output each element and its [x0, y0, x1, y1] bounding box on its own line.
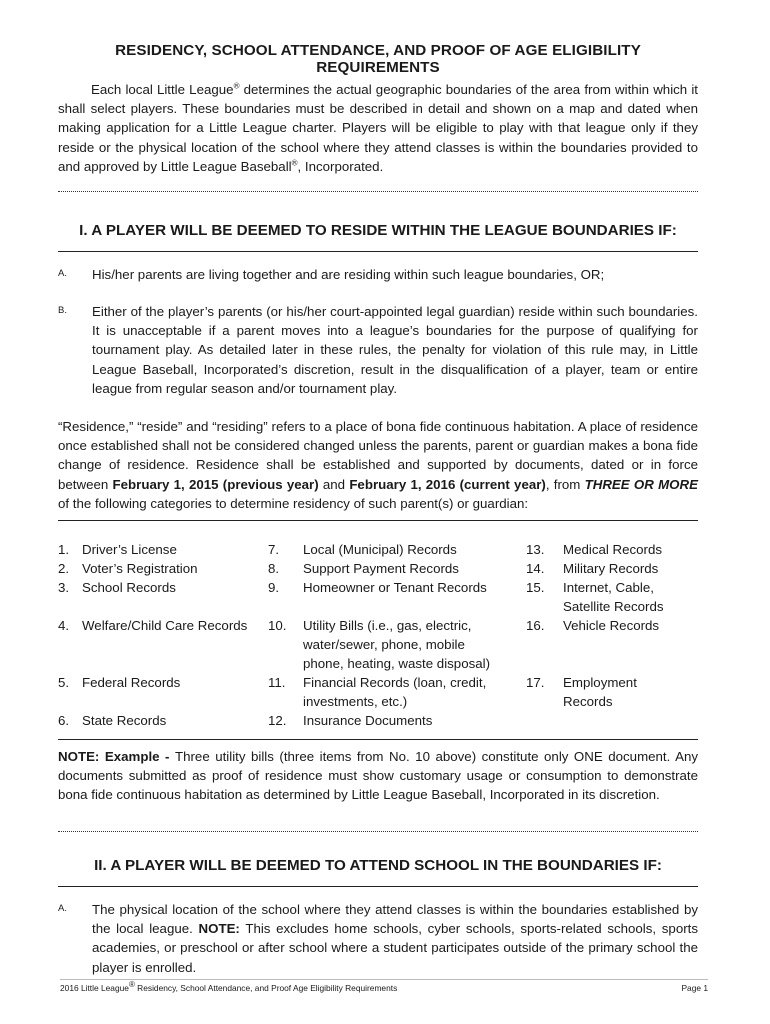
item-label: B.	[58, 305, 67, 316]
category-number: 13.	[526, 542, 545, 557]
category-number: 14.	[526, 561, 545, 576]
intro-paragraph	[58, 80, 698, 176]
category-number: 3.	[58, 580, 70, 595]
category-number: 6.	[58, 713, 70, 728]
category-label: Medical Records	[563, 542, 663, 557]
note-label: NOTE: Example -	[58, 749, 175, 764]
category-number: 5.	[58, 675, 70, 690]
category-number: 4.	[58, 618, 70, 633]
category-number: 16.	[526, 618, 545, 633]
category-label: Local (Municipal) Records	[303, 542, 457, 557]
item-text	[92, 900, 698, 977]
category-label: Federal Records	[82, 675, 181, 690]
item-text: His/her parents are living together and are residing within such league boundaries, OR;	[92, 267, 605, 282]
category-label: Utility Bills (i.e., gas, electric, water/sewer, phone, mobile phone, heating, waste disposal)	[303, 618, 491, 672]
footer-text	[60, 980, 398, 993]
residence-paragraph	[58, 417, 698, 513]
category-label: Driver’s License	[82, 542, 177, 557]
dotted-divider	[58, 829, 698, 832]
intro-text-3: , Incorporated.	[297, 158, 384, 174]
category-number: 12.	[268, 713, 287, 728]
category-number: 10.	[268, 618, 287, 633]
category-number: 11.	[268, 675, 286, 690]
category-number: 7.	[268, 542, 280, 557]
footer-text-1: 2016 Little League	[60, 983, 129, 993]
item-text-1: The physical location of the school where they attend classes is within the boundaries established by the local league.	[92, 902, 698, 937]
item-label: A.	[58, 903, 67, 914]
category-label: Support Payment Records	[303, 561, 459, 576]
category-label: Welfare/Child Care Records	[82, 618, 248, 633]
residence-text-1: “Residence,” “reside” and “residing” refers to a place of bona fide continuous habitation. A place of residence once established shall not be considered changed unless the parents, parent or guardian makes a bona fide change of residence. Residence shall be established and supported by documents, dated or in force between	[58, 419, 698, 492]
category-label: Employment Records	[563, 675, 637, 710]
note-text: Three utility bills (three items from No. 10 above) constitute only ONE document. Any documents submitted as proof of residence must show customary usage or consumption to demonstrate bona fide continuous habitation as determined by Little League Baseball, Incorporated in its discretion.	[58, 749, 698, 803]
section-1-rule	[58, 251, 698, 252]
residence-text-3: of the following categories to determine residency of such parent(s) or guardian:	[58, 495, 529, 511]
category-number: 9.	[268, 580, 280, 595]
item-text: Either of the player’s parents (or his/her court-appointed legal guardian) reside within such boundaries. It is unacceptable if a parent moves into a league’s boundaries for the purpose of qualifying for tournament play. As detailed later in these rules, the penalty for violation of this rule may, in Little League Baseball, Incorporated’s discretion, result in the disqualification of a player, team or entire league from regular season and/or tournament play.	[92, 304, 698, 396]
intro-text-2: determines the actual geographic boundaries of the area from within which it shall select players. These boundaries must be described in detail and shown on a map and dated when making application for a Little League charter. Players will be eligible to play with that league only if they reside or the physical location of the school where they attend classes is within the boundaries provided to and approved by Little League Baseball	[58, 82, 698, 174]
category-label: Homeowner or Tenant Records	[303, 580, 487, 595]
date-current-year: February 1, 2016 (current year)	[349, 476, 546, 492]
note-rule	[58, 739, 698, 740]
note-paragraph	[58, 747, 698, 805]
document-title: RESIDENCY, SCHOOL ATTENDANCE, AND PROOF OF AGE ELIGIBILITY REQUIREMENTS	[115, 42, 641, 76]
category-number: 2.	[58, 561, 70, 576]
categories-rule	[58, 520, 698, 521]
section-1-heading: I. A PLAYER WILL BE DEEMED TO RESIDE WITHIN THE LEAGUE BOUNDARIES IF:	[79, 222, 677, 239]
category-label: Internet, Cable, Satellite Records	[563, 580, 664, 615]
intro-text-1: Each local Little League	[91, 82, 234, 97]
three-or-more-emphasis: THREE OR MORE	[584, 476, 698, 492]
category-number: 8.	[268, 561, 280, 576]
category-label: Military Records	[563, 561, 659, 576]
category-number: 15.	[526, 580, 545, 595]
section-2-rule	[58, 886, 698, 887]
item-text-2: This excludes home schools, cyber schools, sports-related schools, sports academies, or preschool or after school where a student participates outside of the primary school the player is enrolled.	[92, 921, 698, 975]
registered-mark: ®	[233, 81, 240, 91]
date-previous-year: February 1, 2015 (previous year)	[112, 476, 319, 492]
item-note-label: NOTE:	[198, 921, 240, 937]
registered-mark: ®	[291, 158, 298, 168]
category-label: Insurance Documents	[303, 713, 433, 728]
section-2-heading: II. A PLAYER WILL BE DEEMED TO ATTEND SCHOOL IN THE BOUNDARIES IF:	[94, 857, 662, 874]
category-label: State Records	[82, 713, 167, 728]
dotted-divider	[58, 189, 698, 192]
page-number: Page 1	[681, 983, 708, 993]
registered-mark: ®	[128, 980, 135, 990]
category-label: School Records	[82, 580, 176, 595]
page-footer	[60, 979, 708, 993]
category-label: Vehicle Records	[563, 618, 660, 633]
category-number: 1.	[58, 542, 70, 557]
footer-text-2: Residency, School Attendance, and Proof Age Eligibility Requirements	[134, 983, 398, 993]
item-label: A.	[58, 268, 67, 279]
residence-and: and	[318, 476, 350, 492]
residence-text-2: , from	[545, 476, 585, 492]
category-number: 17.	[526, 675, 545, 690]
category-label: Voter’s Registration	[82, 561, 198, 576]
category-label: Financial Records (loan, credit, investments, etc.)	[303, 675, 487, 710]
